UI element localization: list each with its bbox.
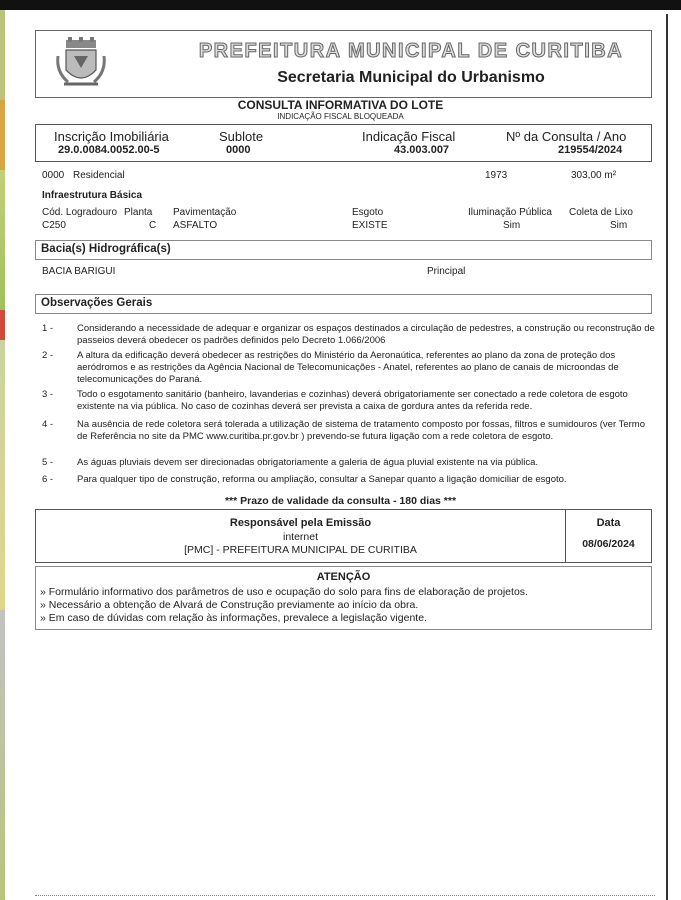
observacao-number: 2 -	[42, 350, 54, 361]
atencao-box	[35, 566, 652, 630]
top-border	[0, 0, 681, 10]
val-esgoto: EXISTE	[352, 220, 388, 231]
inscricao-value: 29.0.0084.0052.00-5	[58, 144, 160, 156]
consulta-subtitle: INDICAÇÃO FISCAL BLOQUEADA	[277, 112, 404, 121]
observacao-text: As águas pluviais devem ser direcionadas obrigatoriamente a galeria de água pluvial existente na via pública.	[77, 457, 539, 468]
emissao-box	[35, 509, 652, 563]
infra-title: Infraestrutura Básica	[42, 190, 143, 201]
atencao-title: ATENÇÃO	[316, 571, 371, 583]
observacao-number: 6 -	[42, 474, 54, 485]
observacao-number: 1 -	[42, 323, 54, 334]
observacao-number: 5 -	[42, 457, 54, 468]
observacao-text: Todo o esgotamento sanitário (banheiro, lavanderias e cozinhas) deverá obrigatoriamente ser conectado a rede coletora de esgoto existente na via pública. No caso de cozinhas deverá ser prevista a caixa de gordura antes da referida rede.	[77, 389, 628, 412]
col-pavimentacao: Pavimentação	[173, 207, 237, 218]
observacao-text: A altura da edificação deverá obedecer as restrições do Ministério da Aeronaútica, referentes ao plano da zona de proteção dos aeródromos e as restrições da Agência Nacional de Telecomunicações - Anatel, referentes ao plano de canais de microondas de telecomunicações do Paraná.	[77, 350, 619, 385]
sublote-value: 0000	[226, 144, 251, 156]
val-planta: C	[149, 220, 157, 231]
val-logradouro: C250	[42, 220, 66, 231]
bacia-header-box	[35, 240, 652, 260]
lote-ano: 1973	[485, 170, 508, 181]
lote-code: 0000	[42, 170, 65, 181]
header-subtitle: Secretaria Municipal do Urbanismo	[277, 69, 545, 86]
scan-edge-strip	[0, 10, 5, 900]
header-title: PREFEITURA MUNICIPAL DE CURITIBA	[198, 40, 624, 62]
atencao-item: » Formulário informativo dos parâmetros de uso e ocupação do solo para fins de elaboração de projetos.	[40, 586, 528, 598]
observacao-text: Para qualquer tipo de construção, reforma ou ampliação, consultar a Sanepar quanto a ligação domiciliar de esgoto.	[77, 474, 567, 485]
bacia-tipo: Principal	[427, 266, 466, 277]
col-iluminacao: Iluminação Pública	[468, 207, 552, 218]
atencao-item: » Necessário a obtenção de Alvará de Construção previamente ao início da obra.	[40, 599, 419, 611]
data-value: 08/06/2024	[582, 538, 635, 550]
footer-divider	[35, 895, 655, 896]
observacoes-title: Observações Gerais	[41, 297, 153, 309]
bacia-title: Bacia(s) Hidrográfica(s)	[41, 243, 171, 255]
val-iluminacao: Sim	[503, 220, 521, 231]
responsavel-line1: internet	[282, 531, 319, 543]
responsavel-label: Responsável pela Emissão	[229, 517, 372, 529]
indicacao-fiscal-value: 43.003.007	[394, 144, 450, 156]
consulta-number-label: Nº da Consulta / Ano	[506, 129, 627, 144]
col-esgoto: Esgoto	[352, 207, 384, 218]
observacao-number: 3 -	[42, 389, 54, 400]
inscricao-label: Inscrição Imobiliária	[54, 129, 169, 144]
document-header	[35, 30, 652, 98]
atencao-item: » Em caso de dúvidas com relação às informações, prevalece a legislação vigente.	[40, 612, 427, 624]
data-label: Data	[596, 517, 621, 529]
scan-edge-line	[666, 14, 668, 900]
observacao-number: 4 -	[42, 419, 54, 430]
consulta-title: CONSULTA INFORMATIVA DO LOTE	[237, 98, 444, 112]
val-pavimentacao: ASFALTO	[173, 220, 218, 231]
observacao-text: Considerando a necessidade de adequar e organizar os espaços destinados a circulação de pedestres, a construção ou reconstrução de passeios deverá obedecer os padrões definidos pelo Decreto 1.066/2006	[77, 323, 655, 346]
lote-area: 303,00 m²	[571, 170, 617, 181]
consulta-number-value: 219554/2024	[558, 144, 623, 156]
indicacao-fiscal-label: Indicação Fiscal	[362, 129, 456, 144]
col-logradouro: Cód. Logradouro	[42, 207, 118, 218]
bacia-name: BACIA BARIGUI	[42, 266, 116, 277]
responsavel-line2: [PMC] - PREFEITURA MUNICIPAL DE CURITIBA	[184, 544, 417, 556]
prazo-validade: *** Prazo de validade da consulta - 180 dias ***	[224, 495, 457, 507]
lote-tipo: Residencial	[73, 170, 125, 181]
observacoes-header-box	[35, 294, 652, 314]
col-coleta: Coleta de Lixo	[569, 207, 633, 218]
identification-box	[35, 124, 652, 162]
observacao-text: Na ausência de rede coletora será tolerada a utilização de sistema de tratamento composto por fossas, filtros e sumidouros (ver Termo de Referência no site da PMC www.curitiba.pr.gov.br ) prevendo-se futura ligação com a rede coletora de esgoto.	[77, 419, 645, 442]
sublote-label: Sublote	[219, 129, 264, 144]
city-crest-icon	[54, 36, 108, 90]
val-coleta: Sim	[610, 220, 628, 231]
col-planta: Planta	[124, 207, 153, 218]
